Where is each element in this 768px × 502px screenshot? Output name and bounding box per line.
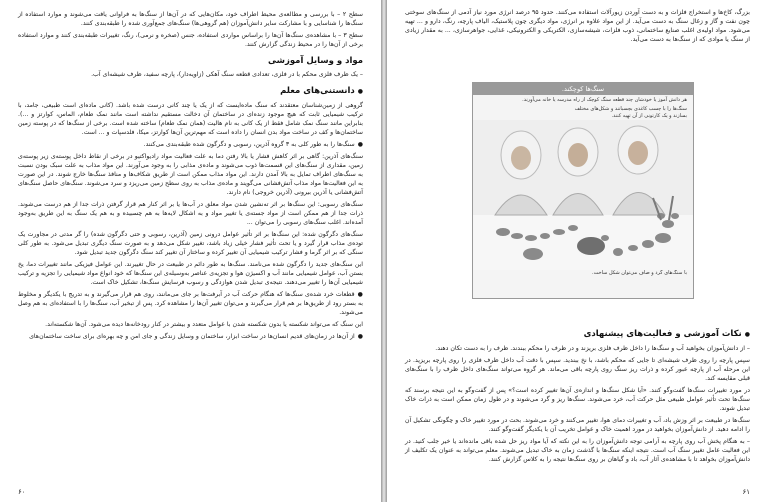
- figure-children-stones: [472, 82, 694, 299]
- page-61-activities: [405, 322, 750, 467]
- paragraph: سنگ‌ها در طبیعت بر اثر وزش باد، آب و تغییرات دمای هوا، تغییر می‌کنند و خرد می‌شوند. بحث در مورد تغییر خاک و چگونگی تشکیل آن را ادامه دهید. از دانش‌آموزان بخواهید در مورد اهمیت خاک و عوامل تخریب آن با یکدیگر گفت‌وگو کنند.: [405, 417, 750, 433]
- paragraph: – به هنگام پخش آب روی پارچه به آرامی توجه دانش‌آموزان را به این نکته که آیا مواد ریز حل شده باقی مانده‌اند یا خیر جلب کنید. در این فعالیت عامل تغییر سنگ آب است. نتیجه اینکه سنگ‌ها با گذشت زمان به خاک تبدیل می‌شوند. معلم می‌تواند به عنوان یک تکلیف از دانش‌آموزان بخواهد تا با مشاهده‌ی آثار آب، باد و گیاهان بر روی سنگ‌ها نتیجه را به کلاس گزارش کنند.: [405, 438, 750, 463]
- photo-illustration: [473, 120, 693, 270]
- figure-caption: سنگ‌ها کوچکند.: [473, 83, 693, 95]
- heading-materials: مواد و وسایل آموزشی: [268, 56, 363, 66]
- paragraph: سطح ۳ – با مشاهده‌ی سنگ‌ها آن‌ها را براساس مواردی استفاده، جنس (صخره و نرمی)، رنگ، تغییرات طبقه‌بندی کنند و موارد استفاده برخی از آن‌ها را در محیط زندگی گزارش کنند.: [18, 32, 363, 48]
- figure-footer: با سنگ‌های گرد و صاف می‌توان شکل ساخت.: [592, 270, 687, 276]
- paragraph: ● سنگ‌ها را به طور کلی به ۳ گروه آذرین، رسوبی و دگرگون شده طبقه‌بندی می‌کنند.: [18, 140, 363, 149]
- page-number: ۶۰: [18, 488, 26, 496]
- page-number: ۶۱: [742, 488, 750, 496]
- paragraph: سنگ‌های رسوبی: این سنگ‌ها بر اثر ته‌نشین شدن مواد معلق در آب‌ها یا بر اثر کنار هم قرار گرفتن ذرات جدا از هم درست می‌شوند. ذرات جدا از هم ممکن است از مواد جسته‌ی یا تغییر مواد و به اشکال لایه‌ها به هم چسبیده و به هم یک سنگ به این طریق به‌وجود آمده‌اند. اغلب سنگ‌های رسوبی را می‌توان ...: [18, 201, 363, 226]
- page-60-text: [18, 10, 363, 344]
- paragraph: سطح ۲ – با بررسی و مطالعه‌ی محیط اطراف خود، مکان‌هایی که در آن‌ها از سنگ‌ها به فراوانی یافت می‌شوند و موارد استفاده از سنگ‌ها را شناسایی و با مشارکت سایر دانش‌آموزان (هم گروهی‌ها) سنگ‌های جمع‌آوری شده را طبقه‌بندی کنند.: [18, 11, 363, 27]
- page-60: [0, 0, 381, 502]
- paragraph: ● از آن‌ها در زمان‌های قدیم انسان‌ها در ساخت ابزار، ساختمان و وسایل زندگی و جای امن و چه بهره‌ای برای ساخت ساختمان‌های: [18, 332, 363, 341]
- page-61-intro: [405, 8, 750, 47]
- paragraph: در مورد تغییرات سنگ‌ها گفت‌وگو کنند. «آیا شکل سنگ‌ها و اندازه‌ی آن‌ها تغییر کرده است؟» پس از گفت‌وگو به این نتیجه برسند که سنگ‌ها تحت تأثیر عوامل طبیعی مثل حرکت آب، خرد می‌شوند. سنگ‌ها ریز و گرد می‌شوند و در طول زمان ممکن است به ذرات خاک تبدیل شوند.: [405, 387, 750, 412]
- paragraph: گروهی از زمین‌شناسان معتقدند که سنگ ماده‌ایست که از یک یا چند کانی درست شده باشد. (کانی ماده‌ای است طبیعی، جامد، با ترکیب شیمیایی ثابت که هیچ موجود زنده‌ای در ساختمان آن دخالت مستقیم نداشته است مانند نمک طعام، الماس، کوارتز و ...). بنابراین مانند سنگ نمک شامل فقط از یک کانی به نام هالیت (همان نمک طعام) ساخته شده است. برخی از سنگ‌ها که در پوسته زمین ساختمان‌ها و کف در ساخت مواد بدن انسان را داده است که مهم‌ترین آن‌ها کوارتز، میکا، فلدسپات و ... است.: [18, 102, 363, 136]
- paragraph: ● قطعات خرد شده‌ی سنگ‌ها که هنگام حرکت آب در آبرفت‌ها بر جای می‌مانند، روی هم قرار می‌گیرند و به تدریج با یکدیگر و مخلوط به بستر رود از طریق‌ها بر هم قرار می‌گیرند و می‌توان تغییر آن‌ها را مشاهده کرد. پس از تبخیر آب، سنگ‌ها را با استفاده‌ای به هم وصل می‌شوند.: [18, 290, 363, 317]
- photo-girls-arranging-stones: [473, 120, 693, 270]
- paragraph: سنگ‌های دگرگون شده: این سنگ‌ها بر اثر تأثیر عوامل درونی زمین (آذرین، رسوبی و حتی دگرگون شده) را گر مدتی در مجاورت یک توده‌ی مذاب قرار گیرد و یا تحت تأثیر فشار خیلی زیاد باشد، تغییر شکل می‌دهد و به صورت سنگ دیگری تبدیل می‌شود. به طور کلی سنگی که بر اثر گرما و فشار ترکیب شیمیایی آن تغییر کرده و ساختار آن تغییر کند سنگ دگرگون جدید تبدیل شود.: [18, 231, 363, 256]
- figure-note: هر دانش آموز یا خودشان چند قطعه سنگ کوچک از راه مدرسه یا خانه می‌آورند.: [522, 97, 687, 103]
- paragraph: این سنگ‌های جدید را دگرگون شده می‌نامند. سنگ‌ها به طور دائم در طبیعت در حال تغییرند. این عوامل فیزیکی مانند تغییرات دما، یخ بستن آب، عوامل شیمیایی مانند آب و اکسیژن هوا و تجزیه‌ی عناصر به‌وسیله‌ی این سنگ‌ها که خود انواع مواد شیمیایی را تجزیه و ترکیب شیمیایی آن‌ها را تغییر می‌دهند. نتیجه‌ی تبدیل شدن هوازدگی و رسوب فرسایش سنگ‌ها، تشکیل خاک است.: [18, 261, 363, 286]
- figure-note: سنگ‌ها را با چسب کاغذی بچسبانند و شکل‌های مختلف بسازند و یک کارتونی از آن تهیه کنند.: [574, 106, 687, 119]
- paragraph: این سنگ که می‌تواند شکسته یا بدون شکسته شدن با عوامل متعدد و بیشتر در کنار رودخانه‌ها دیده می‌شود. آن‌ها شکسته‌اند.: [45, 321, 363, 328]
- paragraph: – یک ظرف فلزی محکم با در فلزی، تعدادی قطعه سنگ آهکی (زاویه‌دار)، پارچه سفید، ظرف شیشه‌ای آب.: [91, 71, 363, 78]
- heading-teacher-knowledge: ● دانستنی‌های معلم: [18, 85, 363, 98]
- paragraph: – از دانش‌آموزان بخواهید آب و سنگ‌ها را داخل ظرف فلزی بریزند و در ظرف را محکم ببندند. ظرف را به دست تکان دهند.: [435, 345, 750, 352]
- page-61: [387, 0, 768, 502]
- paragraph: سپس پارچه را روی ظرف شیشه‌ای تا جایی که محکم باشد، با نخ ببندید. سپس با دقت آب داخل ظرف فلزی را روی پارچه بریزید. در این مرحله آب از پارچه عبور کرده و ذرات ریز سنگ روی پارچه باقی می‌ماند. هر گروه می‌تواند سنگ‌های داخل ظرف را با سنگ‌های قبلی مقایسه کند.: [405, 357, 750, 382]
- heading-activities: ● نکات آموزشی و فعالیت‌های پیشنهادی: [405, 328, 750, 341]
- paragraph: سنگ‌های آذرین: گاهی بر اثر کاهش فشار یا بالا رفتن دما به علت فعالیت مواد رادیواکتیو در برخی از نقاط داخل پوسته‌ی زیر پوسته‌ی زمین، مقداری از سنگ‌های این قسمت‌ها ذوب می‌شوند و ماده‌ی مذابی را به وجود می‌آورند. این مواد مذاب به علت سبک بودن نسبت به سنگ‌های اطراف تمایل به بالا آمدن دارند. این مواد مذاب ممکن است از طریق شکاف‌ها و منافذ سنگ‌ها خارج شوند. در این صورت به این فعالیت‌ها مواد مذاب آتش‌فشانی می‌گویند و ماده‌ی مذاب به روی سطح زمین می‌ریزد و سرد می‌شوند. سنگ‌های حاصل سنگ‌های آتش‌فشانی یا آذرین بیرونی (آذرین خروجی) نام دارند.: [18, 153, 363, 196]
- paragraph: بزرگ، کاخ‌ها و استخراج فلزات و به دست آوردن زیورآلات استفاده می‌کنند. حدود ۹۵ درصد انرژی مورد نیاز آدمی از سنگ‌های سوختی چون نفت و گاز و زغال سنگ به دست می‌آید. از این مواد علاوه بر انرژی، مواد دیگری چون پلاستیک، الیاف پارچه، رنگ، دارو و ... تهیه می‌شود. مواد اولیه‌ی اغلب صنایع ساختمانی، ذوب فلزات، شیشه‌سازی، الکتریکی و الکترونیکی، غذایی، جواهرسازی، ... به مقدار زیادی از سنگ یا موادی که از سنگ‌ها به دست می‌آید.: [405, 9, 750, 43]
